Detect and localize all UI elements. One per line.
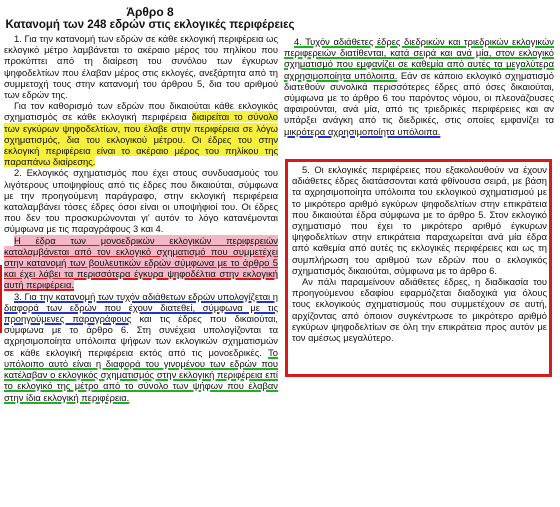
text-segment: 1. Για την κατανομή των εδρών σε κάθε εκλογική περιφέρεια ως εκλογικό μέτρο λαμβάνεται το ακέραιο μέρος του πηλίκου που προκύπτει από τη διαίρεση του συνόλου των έγκυρων ψηφοδελτίων που έλαβαν μέρος στις εκλογές, ανεξάρτητα από τη συμμετοχή τους στην κατανομή του άρθρου 5, δια του αριθμού των εδρών της. [4,33,278,101]
paragraph [4,235,278,291]
text-segment: Η έδρα των μονοεδρικών εκλογικών περιφερειών καταλαμβάνεται από τον εκλογικό σχηματισμό που συμμετέχει στην κατανομή των βουλευτικών εδρών σύμφωνα με το άρθρο 5 και έχει λάβει τα περισσότερα έγκυρα ψηφοδέλτια στην εκλογική αυτή περιφέρεια. [4,234,278,291]
text-segment: Το υπόλοιπο αυτό είναι η διαφορά του γινομένου των εδρών που κατέλαβαν ο εκλογικός σχηματισμός στην εκλογική περιφέρεια επί το εκλογικό της μέτρο από το σύνολο των ψήφων που έλαβαν στην ίδια εκλογική περιφέρεια. [4,346,278,403]
text-segment: 5. Οι εκλογικές περιφέρειες που εξακολουθούν να έχουν αδιάθετες έδρες διατάσσονται κατά φθίνουσα σειρά, με βάση τα αχρησιμοποίητα υπόλοιπα του εκλογικού σχηματισμού με το μικρότερο αριθμό εγκύρων ψηφοδελτίων στην επικράτεια που δικαιούται έδρα σύμφωνα με το άρθρο 5. Στον εκλογικό σχηματισμό που έχει το μικρότερο αριθμό έγκυρων ψηφοδελτίων στην επικράτεια παραχωρείται ανά μία έδρα από καθεμία από αυτές τις εκλογικές περιφέρειες και ως τη συμπλήρωση του αριθμού των εδρών που ο εκλογικός σχηματισμός δικαιούται, σύμφωνα με το άρθρο 6. [292,164,547,276]
text-segment: Εάν σε κάποιο εκλογικό σχηματισμό διατεθούν συνολικά περισσότερες έδρες από όσες δικαιούται, σύμφωνα με το άρθρο 6 του παρόντος νόμου, οι πλεονάζουσες αφαιρούνται, ανά μία, από τις τριεδρικές περιφέρειες και αν υπάρξει ανάγκη από τις διεδρικές, στις οποίες εμφανίζει τα [284,69,554,126]
red-margin-bracket [0,265,10,333]
article-heading: Κατανομή των 248 εδρών στις εκλογικές περιφέρειες [5,19,295,31]
text-segment: Αν πάλι παραμείνουν αδιάθετες έδρες, η διαδικασία του προηγούμενου εδαφίου εφαρμόζεται διαδοχικά για όλους τους εκλογικούς σχηματισμούς που συμμετέχουν σε αυτή, αρχίζοντας από όποιον συγκέντρωσε το μικρότερο αριθμό εγκύρων ψηφοδελτίων σε όλη την επικράτεια προς αυτόν με τον αμέσως μεγαλύτερο. [292,276,547,344]
text-segment: διαιρείται το σύνολο των εγκύρων ψηφοδελτίων, που έλαβε στην περιφέρεια σε λόγω σχηματισμός, δια του εκλογικού μέτρου. [4,111,278,145]
paragraph [4,167,278,234]
paragraph [4,100,278,167]
text-segment: Οι έδρες του στην εκλογική περιφέρεια είναι το ακέραιο μέρος του πηλίκου της παραπάνω διαίρεσης. [4,133,279,168]
text-segment: μικρότερα αχρησιμοποίητα υπόλοιπα. [284,125,441,137]
paragraph [292,164,547,276]
paragraph [4,33,278,100]
paragraph [284,36,554,137]
right-column-boxed-text [292,164,547,343]
text-segment: 3. Για την κατανομή των τυχόν αδιάθετων εδρών υπολογίζεται η διαφορά των εδρών που έχουν διατεθεί, σύμφωνα με τις προηγούμενες παραγράφους [4,290,278,325]
right-column-top [284,36,554,137]
text-segment: 4. Τυχόν αδιάθετες έδρες διεδρικών και τριεδρικών εκλογικών περιφερειών διατίθενται, κατά σειρά και ανά μία, στον εκλογικό σχηματισμό που εμφανίζει σε καθεμία από αυτές τα μεγαλύτερα αχρησιμοποίητα υπόλοιπα. [284,36,554,81]
text-segment: Για τον καθορισμό των εδρών που δικαιούται κάθε εκλογικός σχηματισμός σε κάθε εκλογική περιφέρεια [4,100,278,123]
left-column [4,33,278,403]
text-segment: και τις έδρες που δικαιούται, σύμφωνα με το άρθρο 6. Στη συνέχεια υπολογίζονται τα αχρησιμοποίητα υπόλοιπα ψήφων των εκλογικών σχηματισμών σε κάθε εκλογική περιφέρεια εκτός από τις μονοεδρικές. [4,313,278,358]
paragraph [292,276,547,343]
paragraph [4,291,278,403]
article-number: Άρθρο 8 [126,5,174,19]
text-segment: 2. Εκλογικός σχηματισμός που έχει στους συνδυασμούς του λιγότερους υποψηφίους από τις έδρες που δικαιούται, σύμφωνα με την προηγούμενη παράγραφο, στην εκλογική περιφέρεια καταλαμβάνει τόσες έδρες όσοι είναι οι υποψήφιοί του. Οι έδρες που δεν του προσκυρώνονται γι' αυτόν το λόγο κατανέμονται σύμφωνα με τις παραγράφους 3 και 4. [4,167,278,235]
